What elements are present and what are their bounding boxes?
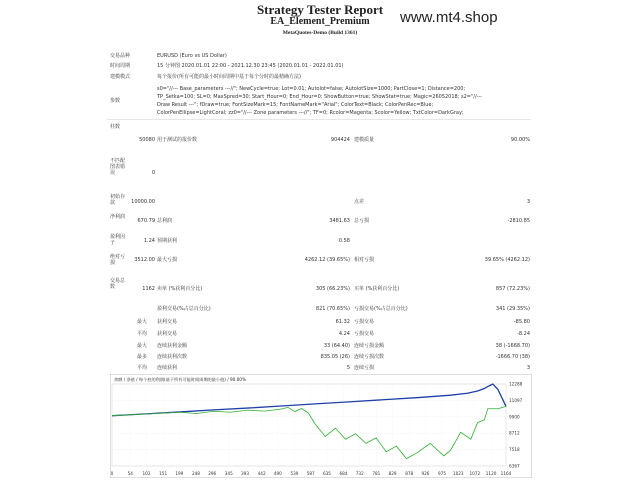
build-info: MetaQuotes-Demo (Build 1361) xyxy=(282,30,358,36)
x-tick-label: 199 xyxy=(175,471,184,476)
grossloss-value: -2810.85 xyxy=(507,218,530,224)
avgcons-label: 平均 xyxy=(137,365,148,371)
params-line: s0="//--- Base_parameters ---//"; NewCycle=true; Lot=0.01; Autolot=false; AutolotSize=1000; PartClose=1; Distance=200; xyxy=(157,86,466,92)
params-line: Draw Result ---"; fDraw=true; FontSizeMark=15; FontNameMark="Arial"; ColorText=Black; ColorPenRec=Blue; xyxy=(157,102,434,108)
x-tick-label: 1023 xyxy=(452,471,464,476)
grossloss-label: 总亏损 xyxy=(354,218,370,224)
avgcons-losses-value: 3 xyxy=(526,365,530,371)
reldd-value: 39.65% (4262.12) xyxy=(484,257,530,263)
ticks-value: 904424 xyxy=(330,137,350,143)
y-tick-label: 7518 xyxy=(509,447,520,453)
bars-value: 50080 xyxy=(139,137,155,143)
section-divider xyxy=(107,119,531,120)
absdd-label: 绝对亏损 xyxy=(110,254,126,266)
y-tick-label: 6367 xyxy=(509,463,520,469)
report-title: Strategy Tester Report xyxy=(256,2,384,17)
mismatch-value: 0 xyxy=(151,170,155,176)
avg-profit-value: 4.24 xyxy=(338,331,350,337)
largest-profit-value: 61.32 xyxy=(335,319,350,325)
deposit-value: 10000.00 xyxy=(131,199,155,205)
y-tick-label: 8712 xyxy=(509,430,520,436)
x-tick-label: 442 xyxy=(257,471,266,476)
x-tick-label: 926 xyxy=(421,471,430,476)
maxcons-wins-value: 33 (64.40) xyxy=(323,343,350,349)
long-label: 买单 (%获利百分比) xyxy=(354,286,400,292)
grossprofit-label: 总利润 xyxy=(157,218,173,224)
period-value: 15 分钟图 2020.01.01 22:00 - 2021.12.30 23:45 (2020.01.01 - 2022.01.01) xyxy=(157,63,344,69)
y-tick-label: 9900 xyxy=(509,414,520,420)
loss-trades-value: 341 (29.35%) xyxy=(495,306,530,312)
max-label: 最大 xyxy=(137,319,148,325)
ticks-label: 用于测试的报价数 xyxy=(157,137,198,143)
grossprofit-value: 3481.63 xyxy=(329,218,350,224)
watermark-text: www.mt4.shop xyxy=(400,9,498,26)
netprofit-value: 670.79 xyxy=(137,218,155,224)
profit-trades-label: 盈利交易(%占总百分比) xyxy=(157,306,211,312)
y-tick-label: 12288 xyxy=(509,381,523,387)
x-tick-label: 248 xyxy=(191,471,200,476)
mismatch-label: 不匹配图表错误 xyxy=(110,158,126,176)
largest-loss-label: 亏损交易 xyxy=(354,319,375,325)
maxdd-value: 4262.12 (39.65%) xyxy=(304,257,350,263)
x-tick-label: 54 xyxy=(127,471,133,476)
x-tick-label: 345 xyxy=(224,471,233,476)
netprofit-label: 净利润 xyxy=(110,214,126,220)
avg-profit-label: 获利交易 xyxy=(157,331,178,337)
spread-label: 点差 xyxy=(354,199,365,205)
avgcons-losses-label: 连续亏损 xyxy=(354,365,375,371)
pf-value: 1.24 xyxy=(143,238,155,244)
x-tick-label: 829 xyxy=(388,471,397,476)
x-tick-label: 102 xyxy=(142,471,151,476)
symbol-value: EURUSD (Euro vs US Dollar) xyxy=(157,53,227,59)
absdd-value: 3512.00 xyxy=(134,257,155,263)
x-tick-label: 975 xyxy=(438,471,447,476)
most-loss-value: -1666.70 (38) xyxy=(495,354,530,360)
params-line: ColorPenEllipse=LightCoral; zz0="//--- Zone parameters ---//"; TF=0; Rcolor=Magenta; Scolor=Yellow; TxtColor=DarkGray; xyxy=(157,110,464,116)
maxcons-label: 最大 xyxy=(137,343,148,349)
maxcons-losses-label: 连续亏损金额 xyxy=(354,343,385,349)
loss-trades-label: 亏损交易(%占总百分比) xyxy=(354,306,408,312)
x-tick-label: 1164 xyxy=(500,471,512,476)
trades-label: 交易总数 xyxy=(110,278,126,290)
x-tick-label: 490 xyxy=(273,471,282,476)
x-tick-label: 732 xyxy=(355,471,364,476)
avg-loss-label: 亏损交易 xyxy=(354,331,375,337)
x-tick-label: 0 xyxy=(110,471,114,476)
maxdd-label: 最大亏损 xyxy=(157,257,178,263)
model-value: 每个报价(所有可能的最小时间周期中基于每个分时的最精确方法) xyxy=(157,74,301,80)
x-tick-label: 151 xyxy=(159,471,168,476)
model-label: 建模模式 xyxy=(110,74,131,80)
largest-loss-value: -85.80 xyxy=(513,319,530,325)
x-tick-label: 393 xyxy=(241,471,250,476)
quality-label: 建模质量 xyxy=(354,137,375,143)
short-label: 卖单 (%获利百分比) xyxy=(157,286,203,292)
most-profit-label: 连续获利次数 xyxy=(157,354,188,360)
params-label: 参数 xyxy=(110,98,121,104)
period-label: 时间周期 xyxy=(110,63,131,69)
avg-loss-value: -8.24 xyxy=(517,331,530,337)
symbol-label: 交易品种 xyxy=(110,53,131,59)
payoff-value: 0.58 xyxy=(338,238,350,244)
x-tick-label: 1072 xyxy=(469,471,481,476)
long-value: 857 (72.23%) xyxy=(495,286,530,292)
payoff-label: 预期获利 xyxy=(157,238,178,244)
most-label: 最多 xyxy=(137,354,148,360)
x-tick-label: 1120 xyxy=(485,471,497,476)
chart-title: 余额 / 净值 / 每个柱的利润(基于所有可能时间周期的最小值) / 90.00% xyxy=(114,377,246,382)
deposit-label: 初始存款 xyxy=(110,194,126,206)
x-tick-label: 684 xyxy=(339,471,348,476)
y-tick-label: 11097 xyxy=(509,397,523,403)
x-tick-label: 539 xyxy=(290,471,299,476)
bars-label: 柱数 xyxy=(110,124,121,130)
avg-label: 平均 xyxy=(137,331,148,337)
maxcons-losses-value: 38 (-1668.70) xyxy=(495,343,530,349)
most-profit-value: 835.05 (26) xyxy=(320,354,350,360)
avgcons-wins-label: 连续获利 xyxy=(157,365,178,371)
avgcons-wins-value: 5 xyxy=(346,365,350,371)
most-loss-label: 连续亏损次数 xyxy=(354,354,385,360)
short-value: 305 (66.23%) xyxy=(315,286,350,292)
x-tick-label: 296 xyxy=(208,471,217,476)
expert-name: EA_Element_Premium xyxy=(270,16,370,27)
x-tick-label: 781 xyxy=(372,471,381,476)
x-tick-label: 635 xyxy=(322,471,331,476)
quality-value: 90.00% xyxy=(510,137,530,143)
profit-trades-value: 821 (70.65%) xyxy=(315,306,350,312)
balance-chart xyxy=(110,374,532,478)
params-line: TP_Setka=100; SL=0; MaxSpred=30; Start_Hour=0; End_Hour=0; ShowButton=true; ShowStat=true; Magic=26052018; s2="//--- xyxy=(157,94,483,100)
pf-label: 盈利因子 xyxy=(110,234,126,246)
largest-profit-label: 获利交易 xyxy=(157,319,178,325)
trades-value: 1162 xyxy=(142,286,155,292)
spread-value: 3 xyxy=(526,199,530,205)
x-tick-label: 878 xyxy=(405,471,414,476)
maxcons-wins-label: 连续获利金额 xyxy=(157,343,188,349)
reldd-label: 相对亏损 xyxy=(354,257,375,263)
x-tick-label: 587 xyxy=(306,471,315,476)
